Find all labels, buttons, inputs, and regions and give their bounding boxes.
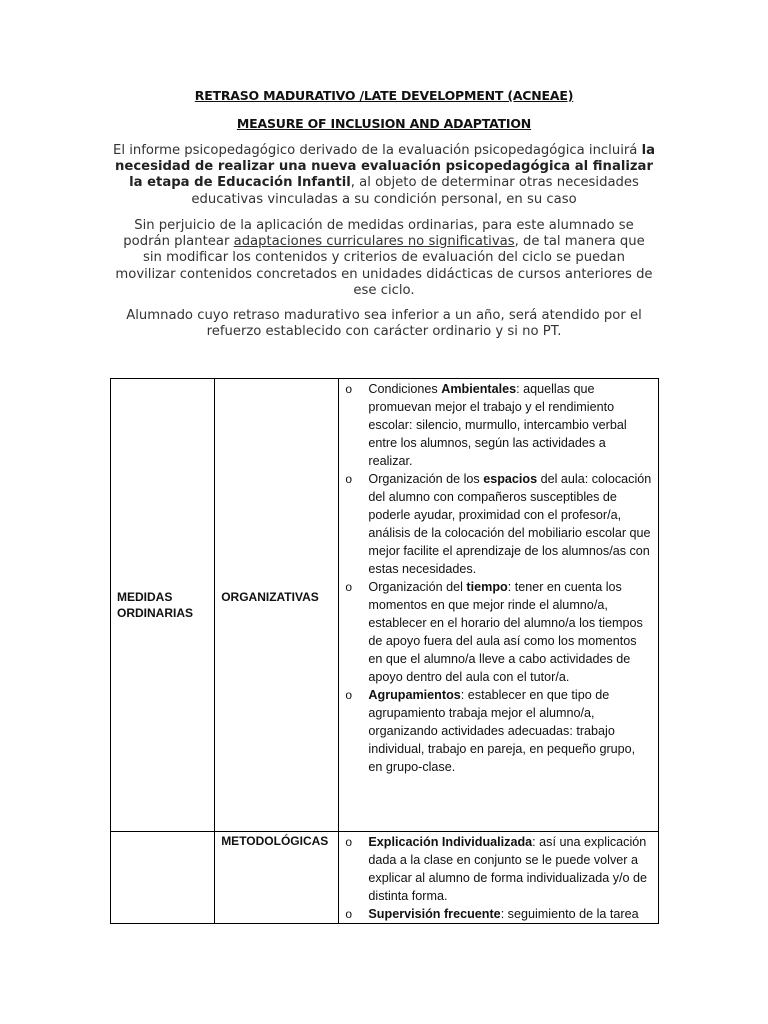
bullet-marker: o xyxy=(345,472,353,486)
bullet-marker: o xyxy=(345,580,353,594)
list-item: o Condiciones Ambientales: aquellas que promuevan mejor el trabajo y el rendimiento escolar: silencio, murmullo, intercambio verbal entre los alumnos, según las actividades a realizar. xyxy=(345,382,627,468)
list-item: o Agrupamientos: establecer en que tipo de agrupamiento trabaja mejor el alumno/a, organizando actividades adecuadas: trabajo individual, trabajo en pareja, en pequeño grupo, en grupo-clase. xyxy=(345,688,636,774)
organizativas-list xyxy=(339,380,658,776)
list-item: o Explicación Individualizada: así una explicación dada a la clase en conjunto se le puede volver a explicar al alumno de forma individualizada y/o de distinta forma. xyxy=(345,835,648,903)
p1-text-bold: la necesidad de realizar una nueva evaluación psicopedagógica al finalizar la etapa de Educación Infantil xyxy=(115,143,655,191)
document-title: RETRASO MADURATIVO /LATE DEVELOPMENT (ACNEAE) xyxy=(194,88,574,103)
list-item: o Organización de los espacios del aula: colocación del alumno con compañeros susceptibles de poderle ayudar, proximidad con el profesor/a, análisis de la colocación del mobiliario escolar que mejor facilite el aprendizaje de los alumnos/as con estas necesidades. xyxy=(345,472,652,576)
intro-paragraph-2 xyxy=(112,218,656,299)
document-subtitle: MEASURE OF INCLUSION AND ADAPTATION xyxy=(236,116,532,131)
table-row xyxy=(111,379,659,832)
list-item: o Supervisión frecuente: seguimiento de la tarea xyxy=(345,907,639,921)
items-cell xyxy=(339,379,659,832)
intro-paragraph-1 xyxy=(112,143,656,208)
category-cell-empty xyxy=(111,832,215,924)
metodologicas-list xyxy=(339,833,658,923)
bullet-marker: o xyxy=(345,835,353,849)
table-row xyxy=(111,832,659,924)
type-cell xyxy=(215,379,339,832)
p1-text-b: , al objeto de determinar otras necesidades educativas vinculadas a su condición personal, en su caso xyxy=(191,175,639,207)
intro-paragraph-3: Alumnado cuyo retraso madurativo sea inferior a un año, será atendido por el refuerzo establecido con carácter ordinario y si no PT. xyxy=(126,308,642,340)
items-cell xyxy=(339,832,659,924)
p2-text-b: , de tal manera que sin modificar los contenidos y criterios de evaluación del ciclo se puedan movilizar contenidos concretados en unidades didácticas de cursos anteriores de ese ciclo. xyxy=(115,234,653,298)
type-cell xyxy=(215,832,339,924)
measures-table xyxy=(110,378,659,924)
bullet-marker: o xyxy=(345,688,353,702)
p2-text-underline: adaptaciones curriculares no significativas xyxy=(233,234,515,250)
bullet-marker: o xyxy=(345,907,353,921)
type-label-organizativas: ORGANIZATIVAS xyxy=(221,590,319,604)
p1-text-a: El informe psicopedagógico derivado de la evaluación psicopedagógica incluirá xyxy=(113,143,642,158)
type-label-metodologicas: METODOLÓGICAS xyxy=(221,834,329,848)
p2-text-a: Sin perjuicio de la aplicación de medidas ordinarias, para este alumnado se podrán plantear xyxy=(123,218,634,250)
category-cell xyxy=(111,379,215,832)
list-item: o Organización del tiempo: tener en cuenta los momentos en que mejor rinde el alumno/a, establecer en el horario del alumno/a los tiempos de apoyo fuera del aula así como los momentos en que el alumno/a lleve a cabo actividades de apoyo dentro del aula con el tutor/a. xyxy=(345,580,643,684)
category-label: MEDIDAS ORDINARIAS xyxy=(117,590,194,620)
bullet-marker: o xyxy=(345,382,353,396)
